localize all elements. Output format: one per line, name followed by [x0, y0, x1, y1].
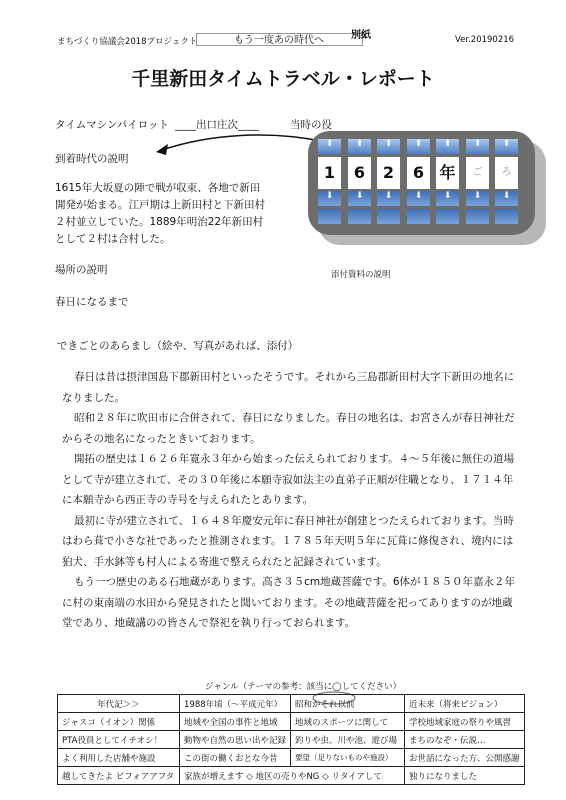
dial-digit: 2	[377, 157, 400, 189]
arrival-heading: 到着時代の説明	[55, 153, 129, 165]
dial-digit: 6	[348, 157, 371, 189]
genre-row	[58, 749, 525, 767]
dial-up-button[interactable]	[466, 139, 489, 154]
up-arrow-icon: ⬆	[473, 139, 482, 149]
dial-up-button[interactable]	[436, 139, 459, 154]
place-heading: 場所の説明	[55, 264, 108, 276]
up-arrow-icon: ⬆	[355, 139, 364, 149]
arrow-icon	[150, 128, 330, 168]
genre-cell[interactable]: 年代記＞＞	[58, 695, 180, 713]
dial-digit: 1	[318, 157, 341, 189]
up-arrow-icon: ⬆	[443, 139, 452, 149]
dial-digit: ろ	[495, 157, 518, 189]
summary-heading: できごとのあらまし（絵や、写真があれば、添付）	[57, 340, 299, 352]
dial-up-button[interactable]	[407, 139, 430, 154]
genre-cell[interactable]: 学校地域家庭の祭りや風習	[405, 713, 525, 731]
down-arrow-icon: ⬇	[414, 191, 423, 201]
down-arrow-icon: ⬇	[325, 191, 334, 201]
dial-up-button[interactable]	[495, 139, 518, 154]
dial-down-button[interactable]	[436, 191, 459, 206]
genre-cell[interactable]: 要望（足りないものや施設）	[291, 749, 405, 767]
dial-up-button[interactable]	[348, 139, 371, 154]
down-arrow-icon: ⬇	[443, 191, 452, 201]
genre-row	[58, 767, 525, 785]
arrival-text	[55, 180, 330, 248]
dial-blank-button[interactable]	[318, 209, 341, 224]
dial-up-button[interactable]	[377, 139, 400, 154]
dial-blank-button[interactable]	[407, 209, 430, 224]
genre-cell[interactable]: 釣りや虫、川や池、遊び場	[291, 731, 405, 749]
dial-down-button[interactable]	[407, 191, 430, 206]
genre-cell[interactable]: 地域や全国の事件と地域	[180, 713, 291, 731]
genre-cell[interactable]: PTA役員としてイチオシ！	[58, 731, 180, 749]
attachment-stamp: 別紙	[351, 30, 371, 41]
dial-digit: ご	[466, 157, 489, 189]
genre-cell[interactable]: お世話になった方、公開感謝	[405, 749, 525, 767]
dial-up-button[interactable]	[318, 139, 341, 154]
genre-cell[interactable]: ジャスコ（イオン）関係	[58, 713, 180, 731]
genre-cell[interactable]: 動物や自然の思い出や記録	[180, 731, 291, 749]
summary-paragraph: 最初に寺が建立されて、１６４８年慶安元年に春日神社が創建とつたえられております。当時 はわら葺で小さな社であったと推測されます。１７８５年天明５年に瓦葺に修復され、境内には 狛犬、手水鉢等も村人による寄進で整えられたと記録されています。	[62, 514, 514, 568]
genre-cell[interactable]: 地域のスポーツに関して	[291, 713, 405, 731]
genre-caption: ジャンル（テーマの参考：該当に◯してください）	[205, 682, 402, 692]
genre-cell[interactable]: 越してきたよ ビフォアアフタ	[58, 767, 180, 785]
pilot-label: タイムマシンパイロット	[55, 119, 169, 131]
genre-cell[interactable]: 独りになりました	[405, 767, 525, 785]
dial-down-button[interactable]	[377, 191, 400, 206]
dial-digit: 6	[407, 157, 430, 189]
pilot-name: ____出口庄次____	[175, 119, 259, 131]
until-heading: 春日になるまで	[55, 296, 129, 308]
down-arrow-icon: ⬇	[384, 191, 393, 201]
subtitle: もう一度あの時代へ	[234, 35, 324, 46]
dial-down-button[interactable]	[466, 191, 489, 206]
genre-row	[58, 713, 525, 731]
dial-blank-button[interactable]	[495, 209, 518, 224]
summary-paragraph: もう一つ歴史のある石地蔵があります。高さ３５cm地蔵菩薩です。6体が１８５０年嘉永２年 に村の東南端の水田から発見されたと聞いております。その地蔵菩薩を祀ってありますのが地蔵 堂であり、地蔵講のの皆さんで祭祀を執り行っておられます。	[62, 576, 515, 629]
dial-down-button[interactable]	[348, 191, 371, 206]
arrival-line: として２村は合村した。	[55, 233, 171, 245]
up-arrow-icon: ⬆	[384, 139, 393, 149]
genre-cell[interactable]: 近未来（将来ビジョン）	[405, 695, 525, 713]
genre-cell[interactable]: よく利用した店舗や施設	[58, 749, 180, 767]
arrival-line: 開発が始まる。江戸期は上新田村と下新田村	[55, 199, 265, 211]
arrival-line: 1615年大坂夏の陣で戦が収束、各地で新田	[55, 182, 261, 194]
down-arrow-icon: ⬇	[473, 191, 482, 201]
dial-blank-button[interactable]	[436, 209, 459, 224]
role-label: 当時の役	[290, 119, 332, 131]
dial-digit: 年	[436, 157, 459, 189]
genre-cell[interactable]: 1988年頃（〜平成元年）	[180, 695, 291, 713]
dial-down-button[interactable]	[318, 191, 341, 206]
genre-table	[57, 694, 525, 785]
version-label: Ver.20190216	[455, 35, 515, 45]
summary-paragraph: 昭和２８年に吹田市に合併されて、春日になりました。春日の地名は、お宮さんが春日神社だ からその地名になったときいております。	[62, 412, 515, 445]
genre-row	[58, 731, 525, 749]
genre-cell[interactable]: 昭和かそれ以前	[291, 695, 405, 713]
genre-cell[interactable]: まちのなぞ・伝説…	[405, 731, 525, 749]
summary-paragraph: 開拓の歴史は１６２６年寛永３年から始まった伝えられております。４〜５年後に無住の道場 として寺が建立されて、その３０年後に本願寺寂如法主の直弟子正順が住職となり、１７１４年 に本願寺から西正寺の寺号を与えられたとあります。	[62, 453, 515, 506]
dial-blank-button[interactable]	[377, 209, 400, 224]
genre-cell[interactable]: 家族が増えます ◇ 地区の売りやNG ◇ リタイアして	[180, 767, 405, 785]
dial-blank-button[interactable]	[348, 209, 371, 224]
page-title: 千里新田タイムトラベル・レポート	[131, 68, 435, 90]
dial-blank-button[interactable]	[466, 209, 489, 224]
summary-paragraph: 春日は昔は摂津国島下郡新田村といったそうです。それから三島郡新田村大字下新田の地名に なりました。	[62, 371, 515, 404]
genre-row	[58, 695, 525, 713]
down-arrow-icon: ⬇	[502, 191, 511, 201]
summary-body	[62, 367, 522, 634]
project-name: まちづくり協議会2018プロジェクト	[57, 37, 198, 47]
up-arrow-icon: ⬆	[414, 139, 423, 149]
genre-cell[interactable]: この街の働くおとな今昔	[180, 749, 291, 767]
attachment-caption: 添付資料の説明	[331, 270, 391, 280]
arrival-line: ２村並立していた。1889年明治22年新田村	[55, 216, 264, 228]
down-arrow-icon: ⬇	[355, 191, 364, 201]
up-arrow-icon: ⬆	[502, 139, 511, 149]
dial-down-button[interactable]	[495, 191, 518, 206]
up-arrow-icon: ⬆	[325, 139, 334, 149]
